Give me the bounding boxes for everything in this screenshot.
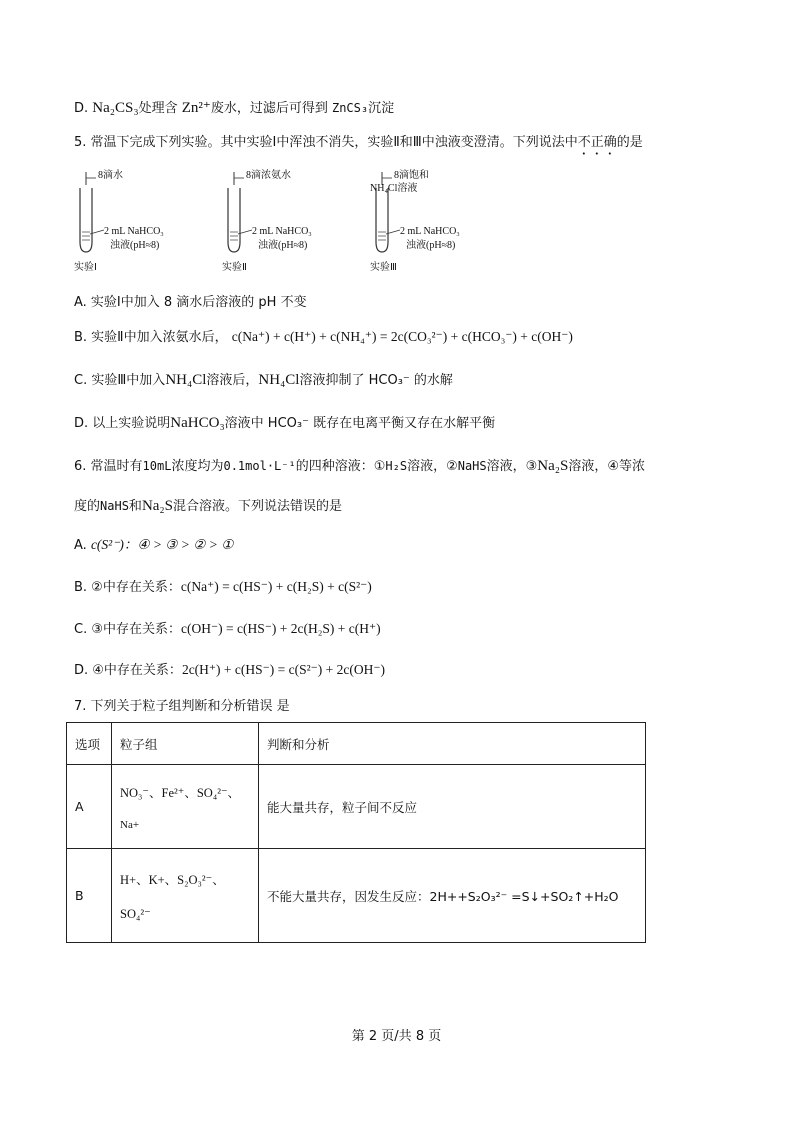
option-formula: 2c(H⁺) + c(HS⁻) = c(S²⁻) + 2c(OH⁻) bbox=[181, 662, 386, 677]
q7-table bbox=[66, 722, 646, 943]
chem-formula: H₂S bbox=[385, 459, 408, 473]
reagent-label: 8滴饱和 bbox=[394, 170, 429, 181]
q6-option-b bbox=[74, 578, 372, 597]
particles-line-1: NO₃⁻、Fe²⁺、SO₄²⁻、 bbox=[120, 785, 241, 800]
q7-stem: 7. 下列关于粒子组判断和分析错误 是 bbox=[74, 699, 290, 714]
reagent-label-2: NH₄Cl溶液 bbox=[370, 183, 418, 194]
experiment-name: 实验Ⅲ bbox=[370, 262, 397, 273]
header-particles: 粒子组 bbox=[112, 723, 259, 765]
chem-formula: NaHS bbox=[100, 499, 129, 513]
option-label: D. ④中存在关系： bbox=[74, 663, 182, 678]
experiment-name: 实验Ⅱ bbox=[222, 262, 247, 273]
row-option: B bbox=[67, 849, 112, 943]
row-analysis bbox=[259, 849, 646, 943]
option-label: A. bbox=[74, 538, 87, 553]
text: 溶液中 HCO₃⁻ 既存在电离平衡又存在水解平衡 bbox=[224, 416, 496, 431]
q5-option-c bbox=[74, 370, 453, 391]
reagent-label: 8滴浓氨水 bbox=[246, 170, 291, 181]
solution-label: 2 mL NaHCO₃ bbox=[252, 226, 312, 237]
q5-stem bbox=[74, 134, 643, 158]
q5-option-a: A. 实验Ⅰ中加入 8 滴水后溶液的 pH 不变 bbox=[74, 295, 307, 310]
option-label: C. ③中存在关系： bbox=[74, 622, 181, 637]
experiment-1-figure bbox=[74, 170, 224, 280]
row-analysis: 能大量共存，粒子间不反应 bbox=[259, 765, 646, 849]
stem-text: 5. 常温下完成下列实验。其中实验Ⅰ中浑浊不消失，实验Ⅱ和Ⅲ中浊液变澄清。下列说法中 bbox=[74, 135, 578, 150]
row-particles bbox=[112, 849, 259, 943]
text: 混合溶液。下列说法错误的是 bbox=[173, 499, 343, 514]
concentration-value: 0.1mol·L⁻¹ bbox=[223, 459, 296, 473]
text: 溶液抑制了 HCO₃⁻ 的水解 bbox=[299, 373, 453, 388]
solution-label: 2 mL NaHCO₃ bbox=[104, 226, 164, 237]
q6-option-c bbox=[74, 620, 381, 639]
volume-value: 10mL bbox=[142, 459, 172, 473]
particles-line-2: Na+ bbox=[120, 818, 140, 831]
text: 溶液，③ bbox=[486, 459, 538, 474]
q4-option-d bbox=[74, 98, 394, 119]
experiment-3-figure bbox=[370, 170, 520, 280]
option-formula: c(Na⁺) = c(HS⁻) + c(H₂S) + c(S²⁻) bbox=[180, 579, 372, 594]
experiment-name: 实验Ⅰ bbox=[74, 262, 97, 273]
header-option: 选项 bbox=[67, 723, 112, 765]
solution-label: 2 mL NaHCO₃ bbox=[400, 226, 460, 237]
solution-ph-label: 浊液(pH≈8) bbox=[406, 240, 456, 251]
option-formula: c(Na⁺) + c(H⁺) + c(NH₄⁺) = 2c(CO₃²⁻) + c(HCO₃⁻) + c(OH⁻) bbox=[231, 329, 573, 344]
text: 废水，过滤后可得到 bbox=[210, 101, 328, 116]
stem-text: 的是 bbox=[616, 135, 643, 150]
chem-formula: NaHCO₃ bbox=[170, 415, 225, 431]
product-formula: ZnCS₃ bbox=[331, 101, 369, 115]
option-formula: c(OH⁻) = c(HS⁻) + 2c(H₂S) + c(H⁺) bbox=[181, 621, 381, 636]
analysis-text: 不能大量共存，因发生反应：2H++S₂O₃²⁻ =S↓+SO₂↑+H₂O bbox=[267, 888, 619, 904]
header-analysis: 判断和分析 bbox=[259, 723, 646, 765]
text: 和 bbox=[128, 499, 142, 514]
reagent-formula: Na₂CS₃ bbox=[92, 100, 139, 116]
experiment-2-figure bbox=[222, 170, 372, 280]
q6-stem-line-2 bbox=[74, 496, 342, 517]
text: 沉淀 bbox=[368, 101, 395, 116]
page-footer: 第 2 页/共 8 页 bbox=[351, 1029, 442, 1044]
particles-line-2: SO₄²⁻ bbox=[120, 906, 151, 921]
option-label: C. 实验Ⅲ中加入 bbox=[74, 373, 166, 388]
option-formula: c(S²⁻)：④ > ③ > ② > ① bbox=[90, 537, 234, 552]
option-label: B. 实验Ⅱ中加入浓氨水后， bbox=[74, 330, 228, 345]
chem-formula: NH₄Cl bbox=[165, 372, 207, 388]
table-row bbox=[67, 765, 646, 849]
option-label: D. bbox=[74, 101, 89, 116]
text: 处理含 bbox=[138, 101, 178, 116]
text: 浓度均为 bbox=[171, 459, 224, 474]
text: 的四种溶液：① bbox=[295, 459, 386, 474]
stem-emphasis: 不正确 bbox=[577, 135, 617, 150]
chem-formula: NH₄Cl bbox=[258, 372, 300, 388]
text: 溶液，④等浓 bbox=[568, 459, 645, 474]
particles-line-1: H+、K+、S₂O₃²⁻、 bbox=[120, 872, 225, 887]
q6-option-a bbox=[74, 536, 233, 555]
q6-option-d bbox=[74, 661, 385, 680]
q5-option-b bbox=[74, 328, 573, 347]
row-particles bbox=[112, 765, 259, 849]
text: 度的 bbox=[74, 499, 101, 514]
table-row bbox=[67, 849, 646, 943]
q5-option-d bbox=[74, 413, 495, 434]
chem-formula: Na₂S bbox=[141, 498, 173, 514]
text: 6. 常温时有 bbox=[74, 459, 143, 474]
solution-ph-label: 浊液(pH≈8) bbox=[110, 240, 160, 251]
option-label: B. ②中存在关系： bbox=[74, 580, 181, 595]
q6-stem-line-1 bbox=[74, 456, 645, 477]
reagent-label: 8滴水 bbox=[98, 170, 123, 181]
option-label: D. 以上实验说明 bbox=[74, 416, 171, 431]
solution-ph-label: 浊液(pH≈8) bbox=[258, 240, 308, 251]
text: 溶液后， bbox=[206, 373, 259, 388]
chem-formula: Na₂S bbox=[537, 458, 569, 474]
chem-formula: NaHS bbox=[457, 459, 487, 473]
ion-formula: Zn²⁺ bbox=[181, 100, 211, 116]
text: 溶液，② bbox=[407, 459, 458, 474]
row-option: A bbox=[67, 765, 112, 849]
table-header-row bbox=[67, 723, 646, 765]
